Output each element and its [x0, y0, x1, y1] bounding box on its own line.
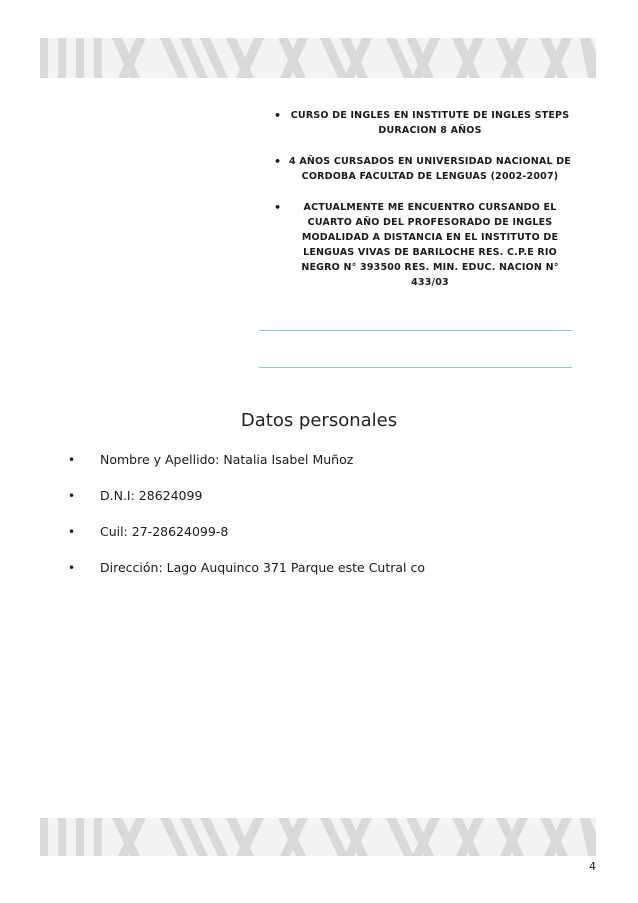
bullet-icon: •: [274, 201, 282, 214]
bullet-icon: •: [68, 561, 76, 575]
bullet-icon: •: [68, 489, 76, 503]
decorative-header-banner: [40, 38, 596, 78]
education-item: [268, 154, 572, 184]
section-title: Datos personales: [240, 410, 398, 431]
page-number: 4: [589, 860, 596, 873]
bullet-icon: •: [274, 109, 282, 122]
divider-line: [259, 367, 572, 368]
bullet-icon: •: [68, 525, 76, 539]
personal-data-item: [68, 524, 425, 560]
personal-data-text: Cuil: 27-28624099-8: [100, 524, 229, 539]
bullet-icon: •: [274, 155, 282, 168]
education-item-text: ACTUALMENTE ME ENCUENTRO CURSANDO EL CUARTO AÑO DEL PROFESORADO DE INGLES MODALIDAD A DISTANCIA EN EL INSTITUTO DE LENGUAS VIVAS DE BARILOCHE RES. C.P.E RIO NEGRO N° 393500 RES. MIN. EDUC. NACION N° 433/03: [301, 202, 559, 288]
stripe-pattern: [40, 818, 596, 856]
stripe-pattern: [40, 38, 596, 78]
education-item: [268, 108, 572, 138]
personal-data-item: [68, 452, 425, 488]
education-list: [268, 108, 572, 306]
divider-line: [259, 330, 572, 331]
personal-data-text: D.N.I: 28624099: [100, 488, 203, 503]
personal-data-text: Dirección: Lago Auquinco 371 Parque este Cutral co: [100, 560, 426, 575]
personal-data-item: [68, 488, 425, 524]
education-item-text: CURSO DE INGLES EN INSTITUTE DE INGLES STEPS DURACION 8 AÑOS: [290, 110, 570, 136]
education-item: [268, 200, 572, 290]
decorative-footer-banner: [40, 818, 596, 856]
personal-data-list: [68, 452, 425, 596]
bullet-icon: •: [68, 453, 76, 467]
personal-data-item: [68, 560, 425, 596]
personal-data-text: Nombre y Apellido: Natalia Isabel Muñoz: [100, 452, 354, 467]
education-item-text: 4 AÑOS CURSADOS EN UNIVERSIDAD NACIONAL DE CORDOBA FACULTAD DE LENGUAS (2002-2007): [289, 156, 571, 182]
